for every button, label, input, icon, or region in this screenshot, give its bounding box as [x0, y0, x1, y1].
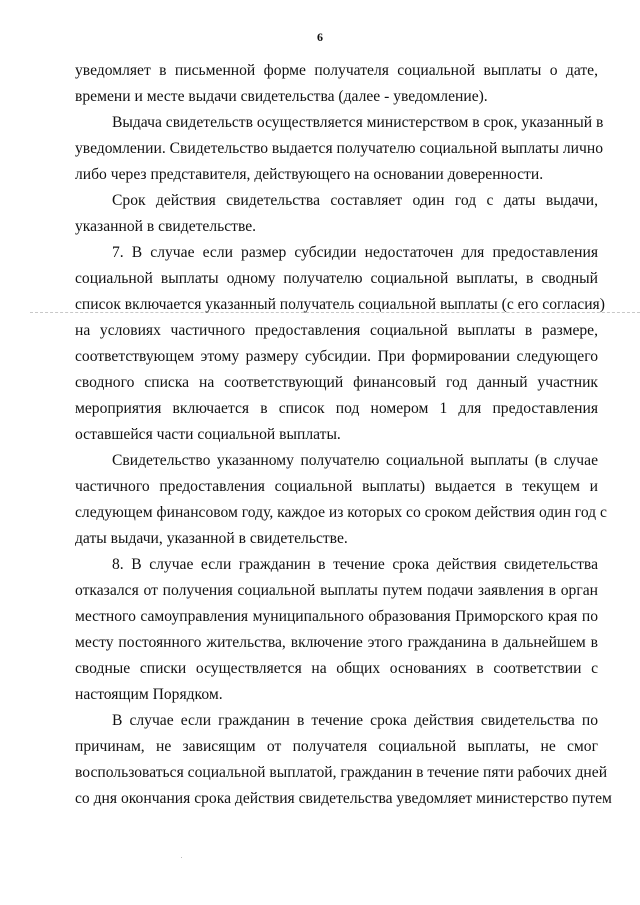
text-line: отказался от получения социальной выплаты путем подачи заявления в орган	[75, 582, 598, 599]
document-body	[75, 58, 612, 812]
text-line: сводного списка на соответствующий финансовый год данный участник	[75, 374, 598, 391]
text-line: Срок действия свидетельства составляет один год с даты выдачи,	[112, 192, 598, 209]
text-line: уведомляет в письменной форме получателя социальной выплаты о дате,	[75, 62, 598, 79]
text-line: Свидетельство указанному получателю социальной выплаты (в случае	[112, 452, 598, 469]
text-line: либо через представителя, действующего на основании доверенности.	[75, 166, 544, 183]
text-line: 7. В случае если размер субсидии недостаточен для предоставления	[112, 244, 598, 261]
text-line: указанной в свидетельстве.	[75, 218, 257, 235]
text-line: на условиях частичного предоставления социальной выплаты в размере,	[75, 322, 598, 339]
text-line: список включается указанный получатель социальной выплаты (с его согласия)	[75, 296, 605, 313]
text-line: со дня окончания срока действия свидетельства уведомляет министерство путем	[75, 790, 612, 807]
text-line: мероприятия включается в список под номером 1 для предоставления	[75, 400, 598, 417]
page-number: 6	[317, 30, 323, 44]
text-line: Выдача свидетельств осуществляется министерством в срок, указанный в	[112, 114, 604, 131]
text-line: уведомлении. Свидетельство выдается получателю социальной выплаты лично	[75, 140, 603, 157]
text-line: социальной выплаты одному получателю социальной выплаты, в сводный	[75, 270, 598, 287]
text-line: даты выдачи, указанной в свидетельстве.	[75, 530, 348, 547]
scan-speck	[181, 857, 182, 858]
text-line: времени и месте выдачи свидетельства (далее - уведомление).	[75, 88, 488, 105]
text-line: частичного предоставления социальной выплаты) выдается в текущем и	[75, 478, 598, 495]
text-line: воспользоваться социальной выплатой, гражданин в течение пяти рабочих дней	[75, 764, 608, 781]
text-line: сводные списки осуществляется на общих основаниях в соответствии с	[75, 660, 598, 677]
text-line: местного самоуправления муниципального образования Приморского края по	[75, 608, 598, 625]
text-line: оставшейся части социальной выплаты.	[75, 426, 341, 443]
text-line: соответствующем этому размеру субсидии. При формировании следующего	[75, 348, 598, 365]
text-line: причинам, не зависящим от получателя социальной выплаты, не смог	[75, 738, 598, 755]
text-line: следующем финансовом году, каждое из которых со сроком действия один год с	[75, 504, 607, 521]
text-line: месту постоянного жительства, включение этого гражданина в дальнейшем в	[75, 634, 598, 651]
text-line: 8. В случае если гражданин в течение срока действия свидетельства	[112, 556, 598, 573]
text-line: настоящим Порядком.	[75, 686, 223, 703]
text-line: В случае если гражданин в течение срока действия свидетельства по	[112, 712, 598, 729]
